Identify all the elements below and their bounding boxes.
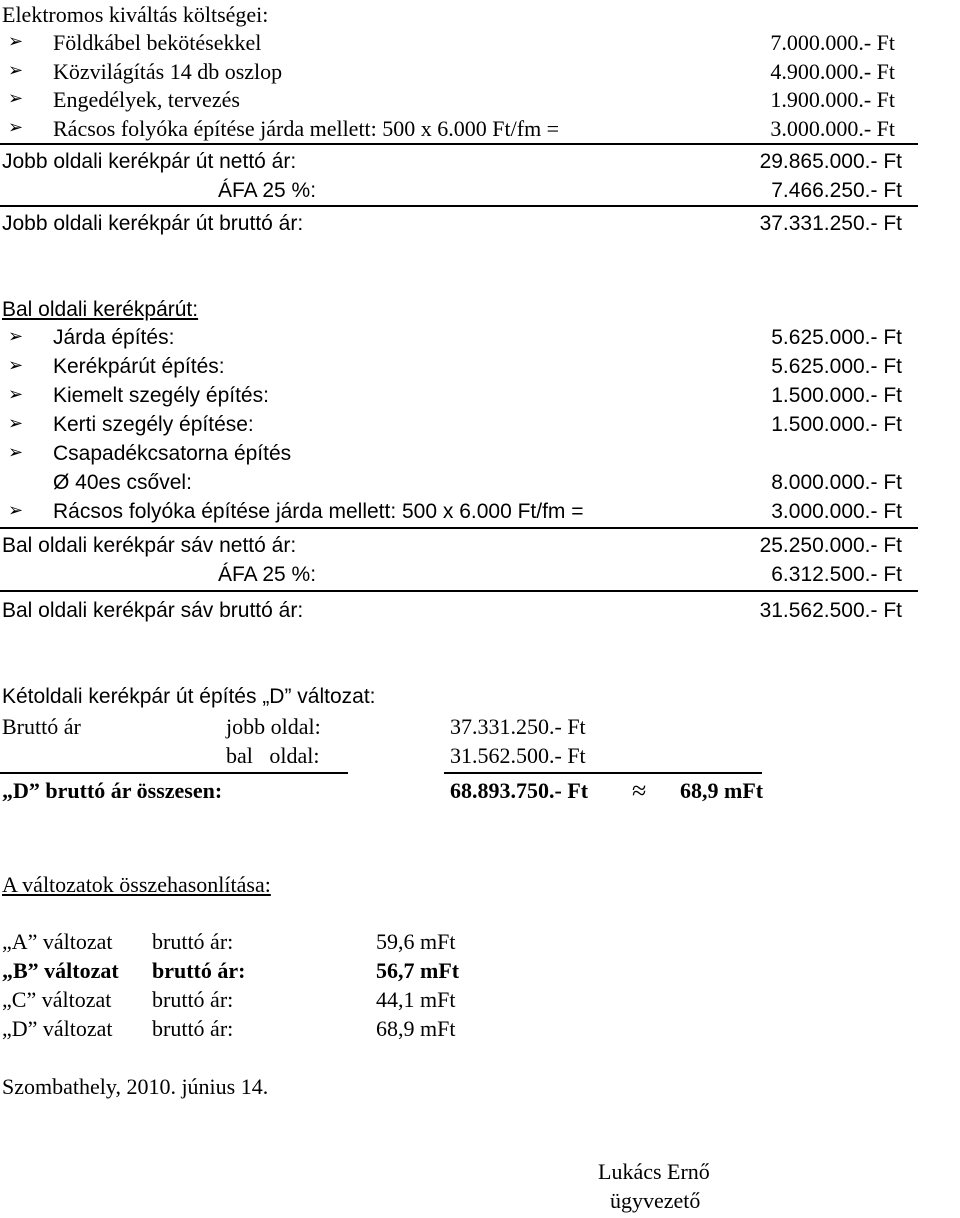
variant-label: bruttó ár:: [152, 958, 246, 983]
gross-value: 31.562.500.- Ft: [759, 599, 902, 622]
arrowhead-bullet-icon: ➢: [8, 500, 24, 521]
net-label: Bal oldali kerékpár sáv nettó ár:: [2, 534, 297, 557]
net-value: 25.250.000.- Ft: [759, 534, 902, 557]
place-date: Szombathely, 2010. június 14.: [2, 1074, 269, 1099]
arrowhead-bullet-icon: ➢: [8, 355, 24, 376]
net-label: Jobb oldali kerékpár út nettó ár:: [2, 150, 297, 173]
vat-value: 7.466.250.- Ft: [771, 179, 902, 202]
arrowhead-bullet-icon: ➢: [8, 117, 24, 138]
approx-value: 68,9 mFt: [680, 778, 764, 803]
arrowhead-bullet-icon: ➢: [8, 442, 24, 463]
variant-label: bruttó ár:: [152, 1016, 234, 1041]
gross-label: Bal oldali kerékpár sáv bruttó ár:: [2, 599, 304, 622]
list-item-label: Földkábel bekötésekkel: [53, 30, 262, 55]
variant-label: bruttó ár:: [152, 987, 234, 1012]
list-item-value: 1.500.000.- Ft: [771, 384, 902, 407]
variant-value: 44,1 mFt: [376, 987, 456, 1012]
variant-value: 59,6 mFt: [376, 929, 456, 954]
gross-value: 37.331.250.- Ft: [759, 212, 902, 235]
divider: [0, 205, 918, 207]
list-item-sublabel: Ø 40es csővel:: [53, 471, 192, 494]
list-item-label: Kerékpárút építés:: [53, 355, 225, 378]
section4-title: A változatok összehasonlítása:: [2, 872, 271, 897]
brutto-label: Bruttó ár: [2, 714, 81, 739]
list-item-label: Rácsos folyóka építése járda mellett: 500 x 6.000 Ft/fm =: [53, 500, 584, 523]
vat-label: ÁFA 25 %:: [218, 179, 317, 202]
list-item-value: 3.000.000.- Ft: [771, 500, 902, 523]
signatory-name: Lukács Ernő: [598, 1159, 710, 1184]
list-item-label: Járda építés:: [53, 326, 175, 349]
variant-label: bruttó ár:: [152, 929, 234, 954]
approx-icon: ≈: [632, 776, 647, 805]
left-side-value: 31.562.500.- Ft: [450, 743, 586, 768]
arrowhead-bullet-icon: ➢: [8, 60, 24, 81]
variant-name: „D” változat: [2, 1016, 113, 1041]
right-side-label: jobb oldal:: [226, 714, 321, 739]
variant-name: „A” változat: [2, 929, 113, 954]
list-item-value: 1.900.000.- Ft: [770, 87, 895, 112]
list-item-label: Közvilágítás 14 db oszlop: [53, 59, 283, 84]
arrowhead-bullet-icon: ➢: [8, 413, 24, 434]
section1-title: Elektromos kiváltás költségei:: [2, 2, 269, 27]
divider: [0, 143, 918, 145]
list-item-label: Rácsos folyóka építése járda mellett: 500 x 6.000 Ft/fm =: [53, 116, 560, 141]
arrowhead-bullet-icon: ➢: [8, 326, 24, 347]
list-item-label: Kiemelt szegély építés:: [53, 384, 269, 407]
variant-name: „B” változat: [2, 958, 119, 983]
right-side-value: 37.331.250.- Ft: [450, 714, 586, 739]
list-item-value: 1.500.000.- Ft: [771, 413, 902, 436]
total-value: 68.893.750.- Ft: [450, 778, 589, 803]
vat-value: 6.312.500.- Ft: [771, 563, 902, 586]
variant-name: „C” változat: [2, 987, 112, 1012]
net-value: 29.865.000.- Ft: [759, 150, 902, 173]
list-item-label: Kerti szegély építése:: [53, 413, 254, 436]
list-item-label: Csapadékcsatorna építés: [53, 442, 292, 465]
signatory-role: ügyvezető: [610, 1188, 701, 1213]
section3-title: Kétoldali kerékpár út építés „D” változat:: [2, 685, 376, 708]
divider: [0, 527, 918, 529]
variant-value: 68,9 mFt: [376, 1016, 456, 1041]
arrowhead-bullet-icon: ➢: [8, 31, 24, 52]
gross-label: Jobb oldali kerékpár út bruttó ár:: [2, 212, 304, 235]
list-item-value: 5.625.000.- Ft: [771, 355, 902, 378]
total-label: „D” bruttó ár összesen:: [2, 778, 223, 803]
list-item-value: 5.625.000.- Ft: [771, 326, 902, 349]
variant-value: 56,7 mFt: [376, 958, 460, 983]
divider: [444, 772, 762, 774]
list-item-value: 7.000.000.- Ft: [770, 30, 895, 55]
list-item-value: 8.000.000.- Ft: [771, 471, 902, 494]
vat-label: ÁFA 25 %:: [218, 563, 317, 586]
arrowhead-bullet-icon: ➢: [8, 384, 24, 405]
arrowhead-bullet-icon: ➢: [8, 88, 24, 109]
left-side-label: bal oldal:: [226, 743, 320, 768]
list-item-value: 4.900.000.- Ft: [770, 59, 895, 84]
divider: [0, 590, 918, 592]
list-item-value: 3.000.000.- Ft: [770, 116, 895, 141]
list-item-label: Engedélyek, tervezés: [53, 87, 240, 112]
section2-title: Bal oldali kerékpárút:: [2, 298, 199, 321]
divider: [0, 772, 348, 774]
